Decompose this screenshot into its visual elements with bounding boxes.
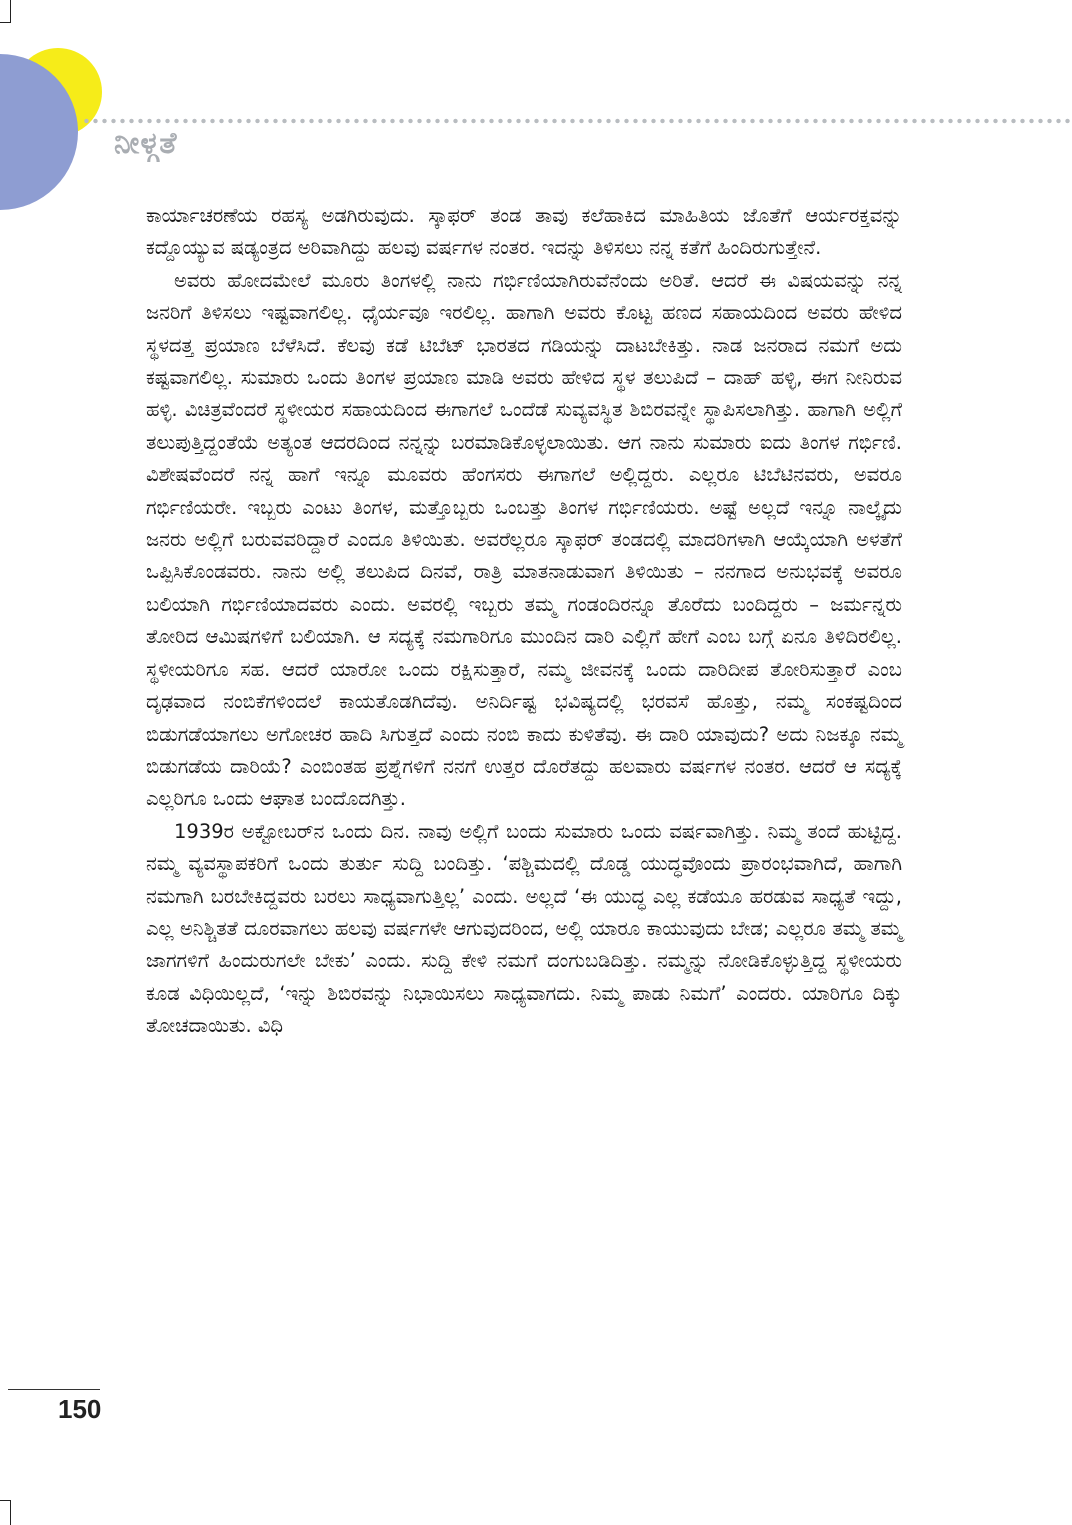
crop-mark-bottom-left-vertical <box>10 1500 11 1525</box>
paragraph: ಕಾರ್ಯಾಚರಣೆಯ ರಹಸ್ಯ ಅಡಗಿರುವುದು. ಸ್ಕಾಫರ್ ತಂಡ ತಾವು ಕಲೆಹಾಕಿದ ಮಾಹಿತಿಯ ಜೊತೆಗೆ ಆರ್ಯರಕ್ತವನ್ನು ಕದ್ದೊಯ್ಯುವ ಷಡ್ಯಂತ್ರದ ಅರಿವಾಗಿದ್ದು ಹಲವು ವರ್ಷಗಳ ನಂತರ. ಇದನ್ನು ತಿಳಿಸಲು ನನ್ನ ಕತೆಗೆ ಹಿಂದಿರುಗುತ್ತೇನೆ. <box>146 204 902 260</box>
paragraph: ಅವರು ಹೋದಮೇಲೆ ಮೂರು ತಿಂಗಳಲ್ಲಿ ನಾನು ಗರ್ಭಿಣಿಯಾಗಿರುವೆನೆಂದು ಅರಿತೆ. ಆದರೆ ಈ ವಿಷಯವನ್ನು ನನ್ನ ಜನರಿಗೆ ತಿಳಿಸಲು ಇಷ್ಟವಾಗಲಿಲ್ಲ. ಧೈರ್ಯವೂ ಇರಲಿಲ್ಲ. ಹಾಗಾಗಿ ಅವರು ಕೊಟ್ಟ ಹಣದ ಸಹಾಯದಿಂದ ಅವರು ಹೇಳಿದ ಸ್ಥಳದತ್ತ ಪ್ರಯಾಣ ಬೆಳೆಸಿದೆ. ಕೆಲವು ಕಡೆ ಟಿಬೆಟ್ ಭಾರತದ ಗಡಿಯನ್ನು ದಾಟಬೇಕಿತ್ತು. ನಾಡ ಜನರಾದ ನಮಗೆ ಅದು ಕಷ್ಟವಾಗಲಿಲ್ಲ. ಸುಮಾರು ಒಂದು ತಿಂಗಳ ಪ್ರಯಾಣ ಮಾಡಿ ಅವರು ಹೇಳಿದ ಸ್ಥಳ ತಲುಪಿದೆ – ದಾಹ್ ಹಳ್ಳಿ, ಈಗ ನೀನಿರುವ ಹಳ್ಳಿ. ವಿಚಿತ್ರವೆಂದರೆ ಸ್ಥಳೀಯರ ಸಹಾಯದಿಂದ ಈಗಾಗಲೆ ಒಂದೆಡೆ ಸುವ್ಯವಸ್ಥಿತ ಶಿಬಿರವನ್ನೇ ಸ್ಥಾಪಿಸಲಾಗಿತ್ತು. ಹಾಗಾಗಿ ಅಲ್ಲಿಗೆ ತಲುಪುತ್ತಿದ್ದಂತೆಯೆ ಅತ್ಯಂತ ಆದರದಿಂದ ನನ್ನನ್ನು ಬರಮಾಡಿಕೊಳ್ಳಲಾಯಿತು. ಆಗ ನಾನು ಸುಮಾರು ಐದು ತಿಂಗಳ ಗರ್ಭಿಣಿ. ವಿಶೇಷವೆಂದರೆ ನನ್ನ ಹಾಗೆ ಇನ್ನೂ ಮೂವರು ಹೆಂಗಸರು ಈಗಾಗಲೆ ಅಲ್ಲಿದ್ದರು. ಎಲ್ಲರೂ ಟಿಬೆಟಿನವರು, ಅವರೂ ಗರ್ಭಿಣಿಯರೇ. ಇಬ್ಬರು ಎಂಟು ತಿಂಗಳ, ಮತ್ತೊಬ್ಬರು ಒಂಬತ್ತು ತಿಂಗಳ ಗರ್ಭಿಣಿಯರು. ಅಷ್ಟೆ ಅಲ್ಲದೆ ಇನ್ನೂ ನಾಲ್ಕೈದು ಜನರು ಅಲ್ಲಿಗೆ ಬರುವವರಿದ್ದಾರೆ ಎಂದೂ ತಿಳಿಯಿತು. ಅವರೆಲ್ಲರೂ ಸ್ಕಾಫರ್ ತಂಡದಲ್ಲಿ ಮಾದರಿಗಳಾಗಿ ಆಯ್ಕೆಯಾಗಿ ಅಳತೆಗೆ ಒಪ್ಪಿಸಿಕೊಂಡವರು. ನಾನು ಅಲ್ಲಿ ತಲುಪಿದ ದಿನವೆ, ರಾತ್ರಿ ಮಾತನಾಡುವಾಗ ತಿಳಿಯಿತು – ನನಗಾದ ಅನುಭವಕ್ಕೆ ಅವರೂ ಬಲಿಯಾಗಿ ಗರ್ಭಿಣಿಯಾದವರು ಎಂದು. ಅವರಲ್ಲಿ ಇಬ್ಬರು ತಮ್ಮ ಗಂಡಂದಿರನ್ನೂ ತೊರೆದು ಬಂದಿದ್ದರು – ಜರ್ಮನ್ನರು ತೋರಿದ ಆಮಿಷಗಳಿಗೆ ಬಲಿಯಾಗಿ. ಆ ಸದ್ಯಕ್ಕೆ ನಮಗಾರಿಗೂ ಮುಂದಿನ ದಾರಿ ಎಲ್ಲಿಗೆ ಹೇಗೆ ಎಂಬ ಬಗ್ಗೆ ಏನೂ ತಿಳಿದಿರಲಿಲ್ಲ. ಸ್ಥಳೀಯರಿಗೂ ಸಹ. ಆದರೆ ಯಾರೋ ಒಂದು ರಕ್ಷಿಸುತ್ತಾರೆ, ನಮ್ಮ ಜೀವನಕ್ಕೆ ಒಂದು ದಾರಿದೀಪ ತೋರಿಸುತ್ತಾರೆ ಎಂಬ ದೃಢವಾದ ನಂಬಿಕೆಗಳಿಂದಲೆ ಕಾಯತೊಡಗಿದೆವು. ಅನಿರ್ದಿಷ್ಟ ಭವಿಷ್ಯದಲ್ಲಿ ಭರವಸೆ ಹೊತ್ತು, ನಮ್ಮ ಸಂಕಷ್ಟದಿಂದ ಬಿಡುಗಡೆಯಾಗಲು ಅಗೋಚರ ಹಾದಿ ಸಿಗುತ್ತದೆ ಎಂದು ನಂಬಿ ಕಾದು ಕುಳಿತೆವು. ಈ ದಾರಿ ಯಾವುದು? ಅದು ನಿಜಕ್ಕೂ ನಮ್ಮ ಬಿಡುಗಡೆಯ ದಾರಿಯೆ? ಎಂಬಿಂತಹ ಪ್ರಶ್ನೆಗಳಿಗೆ ನನಗೆ ಉತ್ತರ ದೊರೆತದ್ದು ಹಲವಾರು ವರ್ಷಗಳ ನಂತರ. ಆದರೆ ಆ ಸದ್ಯಕ್ಕೆ ಎಲ್ಲರಿಗೂ ಒಂದು ಆಘಾತ ಬಂದೊದಗಿತ್ತು. <box>146 268 902 811</box>
page-number: 150 <box>58 1394 102 1424</box>
article-body <box>146 200 902 1043</box>
header-dotted-rule <box>82 118 1072 124</box>
page-number-rule <box>8 1389 100 1390</box>
running-title: ನೀಳ್ಗತೆ <box>114 126 178 161</box>
paragraph: 1939ರ ಅಕ್ಟೋಬರ್‌ನ ಒಂದು ದಿನ. ನಾವು ಅಲ್ಲಿಗೆ ಬಂದು ಸುಮಾರು ಒಂದು ವರ್ಷವಾಗಿತ್ತು. ನಿಮ್ಮ ತಂದೆ ಹುಟ್ಟಿದ್ದ. ನಮ್ಮ ವ್ಯವಸ್ಥಾಪಕರಿಗೆ ಒಂದು ತುರ್ತು ಸುದ್ದಿ ಬಂದಿತ್ತು. ‘ಪಶ್ಚಿಮದಲ್ಲಿ ದೊಡ್ಡ ಯುದ್ಧವೊಂದು ಪ್ರಾರಂಭವಾಗಿದೆ, ಹಾಗಾಗಿ ನಮಗಾಗಿ ಬರಬೇಕಿದ್ದವರು ಬರಲು ಸಾಧ್ಯವಾಗುತ್ತಿಲ್ಲ’ ಎಂದು. ಅಲ್ಲದೆ ‘ಈ ಯುದ್ಧ ಎಲ್ಲ ಕಡೆಯೂ ಹರಡುವ ಸಾಧ್ಯತೆ ಇದ್ದು, ಎಲ್ಲ ಅನಿಶ್ಚಿತತೆ ದೂರವಾಗಲು ಹಲವು ವರ್ಷಗಳೇ ಆಗುವುದರಿಂದ, ಅಲ್ಲಿ ಯಾರೂ ಕಾಯುವುದು ಬೇಡ; ಎಲ್ಲರೂ ತಮ್ಮ ತಮ್ಮ ಜಾಗಗಳಿಗೆ ಹಿಂದುರುಗಲೇ ಬೇಕು’ ಎಂದು. ಸುದ್ದಿ ಕೇಳಿ ನಮಗೆ ದಂಗುಬಡಿದಿತ್ತು. ನಮ್ಮನ್ನು ನೋಡಿಕೊಳ್ಳುತ್ತಿದ್ದ ಸ್ಥಳೀಯರು ಕೂಡ ವಿಧಿಯಿಲ್ಲದೆ, ‘ಇನ್ನು ಶಿಬಿರವನ್ನು ನಿಭಾಯಿಸಲು ಸಾಧ್ಯವಾಗದು. ನಿಮ್ಮ ಪಾಡು ನಿಮಗೆ’ ಎಂದರು. ಯಾರಿಗೂ ದಿಕ್ಕು ತೋಚದಾಯಿತು. ವಿಧಿ <box>146 819 902 1038</box>
crop-mark-bottom-left-horizontal <box>0 1500 11 1501</box>
header-decoration <box>0 0 110 210</box>
